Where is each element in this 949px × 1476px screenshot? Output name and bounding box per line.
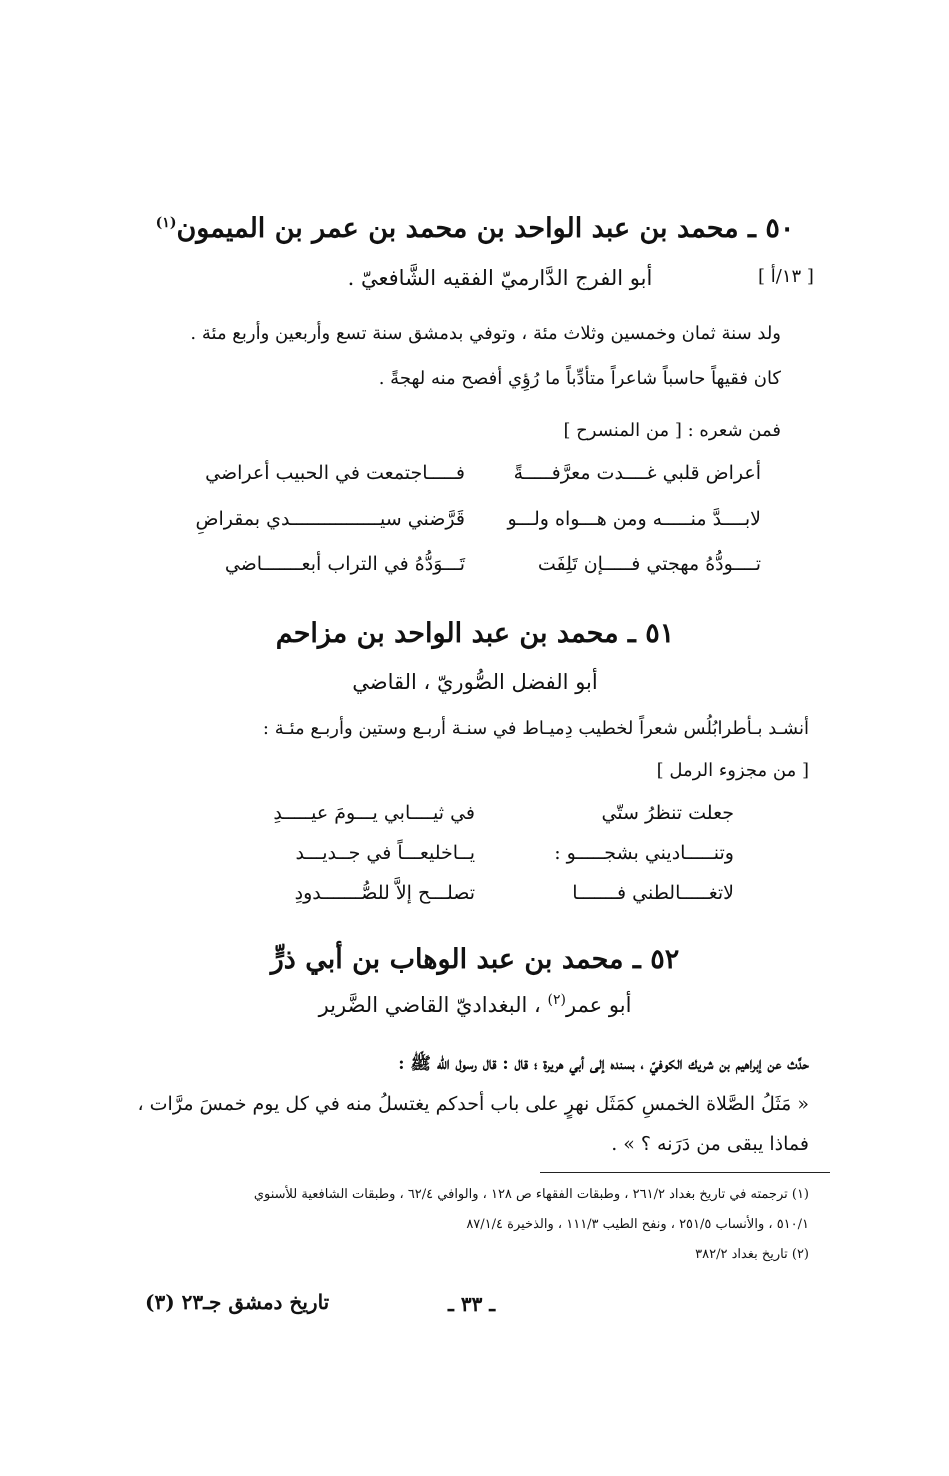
entry-51-paragraph-1: أنشـد بـأطرابُلُس شعراً لخطيب دِميـاط في سنـة أربـع وستين وأربـع مئـة : xyxy=(262,718,809,739)
footnote-divider xyxy=(540,1172,830,1173)
entry-50-paragraph-2: كان فقيهاً حاسباً شاعراً متأدِّباً ما رُؤِي أفصح منه لهجةً . xyxy=(378,368,781,389)
entry-50-poem-intro: فمن شعره : [ من المنسرح ] xyxy=(563,420,781,441)
footnote-ref-2: (٢) xyxy=(547,992,566,1008)
entry-50-title-text: ٥٠ ـ محمد بن عبد الواحد بن محمد بن عمر بن الميمون xyxy=(176,213,795,244)
verse-51-2-second: يــاخليعـــاً في جــديـــد xyxy=(295,842,475,864)
verse-51-2-first: وتنـــــاديني بشجـــــو : xyxy=(554,842,734,864)
verse-51-1-second: في ثيــــابي يـــومَ عيـــــدِ xyxy=(273,802,475,824)
footnote-ref-1: (١) xyxy=(155,215,177,231)
entry-50-title xyxy=(120,213,830,244)
verse-51-1-first: جعلت تنظرُ ستّي xyxy=(601,802,734,824)
entry-52-subtitle xyxy=(120,992,830,1017)
hadith-text-2: فماذا يبقى من دَرَنه ؟ » . xyxy=(611,1133,809,1155)
entry-52-kunya: أبو عمر xyxy=(565,993,632,1017)
hadith-chain: حدَّث عن إبراهيم بن شريك الكوفيّ ، بسنده إلى أبي هريرة ؛ قال : قال رسول الله ﷺ : xyxy=(398,1054,809,1074)
verse-50-3-first: تــــودُّهُ مهجتي فـــــإن تَلِفَت xyxy=(537,553,761,575)
footnote-1-line-1: (١) ترجمته في تاريخ بغداد ٢٦١/٢ ، وطبقات الفقهاء ص ١٢٨ ، والوافي ٦٢/٤ ، وطبقات الشافعية للأسنوي xyxy=(253,1187,809,1202)
verse-50-3-second: تَـــوَدُّهُ في التراب أبعـــــــاضي xyxy=(224,553,465,575)
verse-50-2-first: لابــــدَّ منـــــه ومن هـــواه ولـــو xyxy=(507,508,761,530)
entry-52-nisba: ، البغداديّ القاضي الضَّرير xyxy=(318,993,541,1017)
volume-signature: تاريخ دمشق جـ٢٣ (٣) xyxy=(145,1290,330,1314)
verse-51-3-first: لاتغـــــالطني فـــــــا xyxy=(572,882,734,904)
entry-51-meter: [ من مجزوء الرمل ] xyxy=(656,760,809,781)
footnote-2: (٢) تاريخ بغداد ٣٨٢/٢ xyxy=(695,1247,809,1262)
folio-marker: [ ١٣/أ ] xyxy=(758,266,814,287)
entry-50-subtitle: أبو الفرج الدَّارميّ الفقيه الشَّافعيّ . xyxy=(347,266,653,290)
verse-50-1-first: أعراض قلبي غــــدت معرَّفـــــةً xyxy=(513,462,761,484)
entry-51-subtitle: أبو الفضل الصُّوريّ ، القاضي xyxy=(352,670,598,694)
verse-50-2-second: قَرَّضني سيــــــــــــــــدي بمقراضِ xyxy=(195,508,465,530)
entry-52-title: ٥٢ ـ محمد بن عبد الوهاب بن أبي ذرٍّ xyxy=(270,944,680,975)
hadith-text-1: « مَثَلُ الصَّلاة الخمسِ كمَثَل نهرٍ على باب أحدكم يغتسلُ منه في كل يوم خمسَ مرَّات ، xyxy=(137,1093,809,1115)
footnote-1-line-2: ٥١٠/١ ، والأنساب ٢٥١/٥ ، ونفح الطيب ١١١/٣ ، والذخيرة ٨٧/١/٤ xyxy=(466,1217,809,1232)
entry-50-paragraph-1: ولد سنة ثمان وخمسين وثلاث مئة ، وتوفي بدمشق سنة تسع وأربعين وأربع مئة . xyxy=(190,323,781,344)
entry-51-title: ٥١ ـ محمد بن عبد الواحد بن مزاحم xyxy=(275,618,675,649)
verse-51-3-second: تصلـــح إلاَّ للصُّـــــــدودِ xyxy=(294,882,475,904)
verse-50-1-second: فـــــاجتمعت في الحبيب أعراضي xyxy=(205,462,465,484)
page-number: ـ ٣٣ ـ xyxy=(448,1292,496,1316)
